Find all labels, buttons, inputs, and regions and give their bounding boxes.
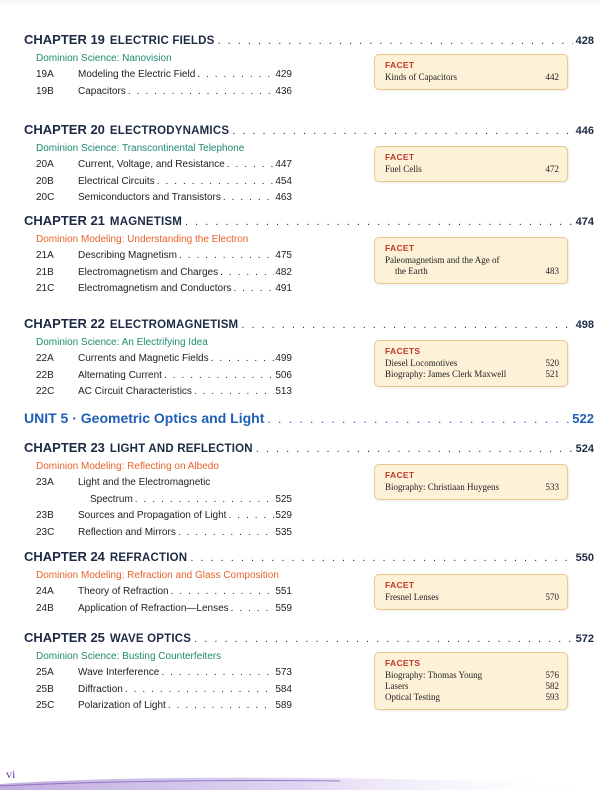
section-page: 584 xyxy=(275,683,292,695)
facet-item[interactable] xyxy=(385,358,559,369)
chapter-name: REFRACTION xyxy=(109,552,188,564)
chapter-page: 428 xyxy=(575,35,594,47)
facet-page: 593 xyxy=(545,692,559,702)
section-code: 23B xyxy=(36,510,54,521)
section-label: Modeling the Electric Field xyxy=(78,69,196,80)
facet-text: Biography: James Clerk Maxwell xyxy=(385,369,507,379)
section-row[interactable] xyxy=(36,665,292,682)
section-label: Semiconductors and Transistors xyxy=(78,192,221,203)
dominion-feature[interactable]: Dominion Science: An Electrifying Idea xyxy=(36,337,208,348)
facet-text: Optical Testing xyxy=(385,692,440,702)
section-code: 21B xyxy=(36,266,54,278)
section-label-line2: Spectrum xyxy=(90,493,133,505)
leader-dots xyxy=(227,157,275,174)
leader-dots xyxy=(231,601,275,618)
section-code: 20C xyxy=(36,192,55,203)
section-label: Electromagnetism and Conductors xyxy=(78,283,232,294)
leader-dots xyxy=(185,216,573,228)
section-list xyxy=(36,475,292,541)
facet-page: 520 xyxy=(545,358,559,368)
top-shadow xyxy=(0,0,600,6)
section-row[interactable] xyxy=(36,281,292,298)
chapter-name: MAGNETISM xyxy=(109,216,182,228)
dominion-feature[interactable]: Dominion Science: Transcontinental Telephone xyxy=(36,143,245,154)
facet-page: 576 xyxy=(545,670,559,680)
chapter-page: 498 xyxy=(575,319,594,331)
section-label: Currents and Magnetic Fields xyxy=(78,353,209,364)
section-page: 463 xyxy=(275,192,292,203)
section-page: 513 xyxy=(275,386,292,397)
chapter-heading[interactable] xyxy=(24,32,594,47)
section-label: Application of Refraction—Lenses xyxy=(78,602,229,614)
facet-box xyxy=(374,652,568,710)
section-row[interactable] xyxy=(36,157,292,174)
chapter-number: CHAPTER 20 xyxy=(24,122,105,137)
section-label: Sources and Propagation of Light xyxy=(78,510,227,521)
facet-title: FACETS xyxy=(385,658,421,668)
section-row[interactable] xyxy=(36,265,292,282)
section-row[interactable] xyxy=(36,601,292,618)
section-list xyxy=(36,67,292,100)
leader-dots xyxy=(178,525,275,542)
section-code: 25B xyxy=(36,683,54,695)
page-number: vi xyxy=(6,767,16,781)
chapter-heading[interactable] xyxy=(24,122,594,137)
leader-dots xyxy=(135,492,275,509)
section-page: 589 xyxy=(275,700,292,711)
section-code: 24A xyxy=(36,586,54,597)
section-row[interactable] xyxy=(36,698,292,715)
chapter-name: ELECTRODYNAMICS xyxy=(109,125,230,137)
section-row[interactable] xyxy=(36,351,292,368)
section-page: 525 xyxy=(275,493,292,505)
section-page: 454 xyxy=(275,175,292,187)
chapter-page: 572 xyxy=(575,633,594,645)
chapter-number: CHAPTER 24 xyxy=(24,549,105,564)
section-page: 482 xyxy=(275,266,292,278)
section-code: 23C xyxy=(36,526,55,538)
dominion-feature[interactable]: Dominion Science: Busting Counterfeiters xyxy=(36,651,222,662)
section-page: 559 xyxy=(275,602,292,614)
section-page: 573 xyxy=(275,667,292,678)
section-page: 429 xyxy=(275,69,292,80)
facet-title: FACET xyxy=(385,243,415,253)
section-label: Alternating Current xyxy=(78,369,162,381)
facet-item[interactable] xyxy=(385,369,559,380)
facet-item[interactable] xyxy=(385,255,559,277)
section-page: 475 xyxy=(275,250,292,261)
section-row[interactable] xyxy=(36,248,292,265)
chapter-heading[interactable] xyxy=(24,549,594,564)
chapter-number: CHAPTER 21 xyxy=(24,213,105,228)
section-code: 20A xyxy=(36,159,54,170)
unit-page: 522 xyxy=(572,411,594,426)
section-code: 19B xyxy=(36,85,54,97)
chapter-page: 474 xyxy=(575,216,594,228)
section-page: 506 xyxy=(275,369,292,381)
chapter-name: ELECTROMAGNETISM xyxy=(109,319,239,331)
section-row[interactable] xyxy=(36,525,292,542)
section-page: 436 xyxy=(275,85,292,97)
facet-title: FACET xyxy=(385,580,415,590)
section-row[interactable] xyxy=(36,682,292,699)
section-code: 22B xyxy=(36,369,54,381)
chapter-page: 446 xyxy=(575,125,594,137)
footer-swoosh xyxy=(0,770,600,790)
leader-dots xyxy=(233,281,274,298)
section-code: 25C xyxy=(36,700,55,711)
section-code: 21A xyxy=(36,250,54,261)
section-label: Light and the Electromagnetic xyxy=(78,477,211,488)
facet-title: FACET xyxy=(385,152,415,162)
section-label: Reflection and Mirrors xyxy=(78,526,176,538)
facet-page: 442 xyxy=(545,72,559,82)
facet-box xyxy=(374,54,568,90)
leader-dots xyxy=(241,319,572,331)
facet-item[interactable] xyxy=(385,164,559,175)
facet-title: FACETS xyxy=(385,346,421,356)
section-row[interactable] xyxy=(36,174,292,191)
section-row[interactable] xyxy=(36,384,292,401)
chapter-page: 550 xyxy=(575,552,594,564)
section-row[interactable] xyxy=(36,84,292,101)
section-page: 499 xyxy=(275,353,292,364)
dominion-feature[interactable]: Dominion Modeling: Reflecting on Albedo xyxy=(36,461,219,472)
leader-dots xyxy=(161,665,274,682)
facet-item[interactable] xyxy=(385,72,559,83)
chapter-number: CHAPTER 19 xyxy=(24,32,105,47)
facet-page: 582 xyxy=(545,681,559,691)
unit-title: UNIT 5 · Geometric Optics and Light xyxy=(24,410,265,426)
leader-dots xyxy=(228,508,274,525)
section-page: 447 xyxy=(275,159,292,170)
dominion-feature[interactable]: Dominion Modeling: Refraction and Glass Composition xyxy=(36,570,279,581)
leader-dots xyxy=(190,552,572,564)
chapter-heading[interactable] xyxy=(24,316,594,331)
chapter-name: ELECTRIC FIELDS xyxy=(109,35,215,47)
facet-box xyxy=(374,464,568,500)
facet-text: Lasers xyxy=(385,681,409,691)
facet-text: Biography: Christiaan Huygens xyxy=(385,482,499,492)
facet-box xyxy=(374,340,568,387)
facet-page: 483 xyxy=(545,266,559,276)
section-label: AC Circuit Characteristics xyxy=(78,386,192,397)
section-label: Wave Interference xyxy=(78,667,160,678)
chapter-heading[interactable] xyxy=(24,630,594,645)
section-list xyxy=(36,665,292,715)
facet-box xyxy=(374,146,568,182)
facet-item[interactable] xyxy=(385,681,559,692)
chapter-name: WAVE OPTICS xyxy=(109,633,192,645)
section-label: Theory of Refraction xyxy=(78,586,169,597)
leader-dots xyxy=(256,443,573,455)
section-label: Electromagnetism and Charges xyxy=(78,266,219,278)
section-code: 25A xyxy=(36,667,54,678)
facet-item[interactable] xyxy=(385,482,559,493)
section-row[interactable] xyxy=(36,584,292,601)
facet-item[interactable] xyxy=(385,670,559,681)
leader-dots xyxy=(218,35,573,47)
section-label: Diffraction xyxy=(78,683,123,695)
leader-dots xyxy=(194,384,274,401)
section-label: Capacitors xyxy=(78,85,126,97)
leader-dots xyxy=(267,412,569,426)
facet-box xyxy=(374,574,568,610)
facet-text: Paleomagnetism and the Age of xyxy=(385,255,500,265)
chapter-name: LIGHT AND REFLECTION xyxy=(109,443,253,455)
facet-title: FACET xyxy=(385,60,415,70)
leader-dots xyxy=(194,633,573,645)
section-row-continued[interactable] xyxy=(36,492,292,509)
facet-page: 472 xyxy=(545,164,559,174)
leader-dots xyxy=(232,125,572,137)
section-page: 529 xyxy=(275,510,292,521)
leader-dots xyxy=(220,265,274,282)
chapter-heading[interactable] xyxy=(24,440,594,455)
section-page: 535 xyxy=(275,526,292,538)
leader-dots xyxy=(211,351,275,368)
section-code: 23A xyxy=(36,477,54,488)
section-code: 21C xyxy=(36,283,55,294)
section-list xyxy=(36,351,292,401)
chapter-number: CHAPTER 23 xyxy=(24,440,105,455)
facet-page: 533 xyxy=(545,482,559,492)
section-row[interactable] xyxy=(36,475,292,492)
facet-text: Fresnel Lenses xyxy=(385,592,439,602)
facet-page: 570 xyxy=(545,592,559,602)
chapter-number: CHAPTER 25 xyxy=(24,630,105,645)
leader-dots xyxy=(128,84,275,101)
section-label: Polarization of Light xyxy=(78,700,166,711)
leader-dots xyxy=(223,190,274,207)
section-row[interactable] xyxy=(36,508,292,525)
chapter-number: CHAPTER 22 xyxy=(24,316,105,331)
facet-item[interactable] xyxy=(385,592,559,603)
section-list xyxy=(36,157,292,207)
section-code: 22C xyxy=(36,386,55,397)
section-page: 551 xyxy=(275,586,292,597)
facet-item[interactable] xyxy=(385,692,559,703)
section-code: 19A xyxy=(36,69,54,80)
section-row[interactable] xyxy=(36,67,292,84)
facet-title: FACET xyxy=(385,470,415,480)
chapter-heading[interactable] xyxy=(24,213,594,228)
facet-text: Kinds of Capacitors xyxy=(385,72,457,82)
leader-dots xyxy=(168,698,274,715)
chapter-page: 524 xyxy=(575,443,594,455)
facet-text: Fuel Cells xyxy=(385,164,422,174)
facet-box xyxy=(374,237,568,284)
leader-dots xyxy=(171,584,275,601)
dominion-feature[interactable]: Dominion Science: Nanovision xyxy=(36,53,172,64)
section-list xyxy=(36,248,292,298)
section-row[interactable] xyxy=(36,368,292,385)
facet-text: Diesel Locomotives xyxy=(385,358,458,368)
leader-dots xyxy=(197,67,274,84)
section-label: Describing Magnetism xyxy=(78,250,177,261)
section-label: Current, Voltage, and Resistance xyxy=(78,159,225,170)
facet-text-line2: the Earth xyxy=(395,266,428,276)
leader-dots xyxy=(164,368,274,385)
section-code: 24B xyxy=(36,602,54,614)
section-label: Electrical Circuits xyxy=(78,175,155,187)
leader-dots xyxy=(157,174,275,191)
facet-text: Biography: Thomas Young xyxy=(385,670,483,680)
leader-dots xyxy=(179,248,274,265)
section-row[interactable] xyxy=(36,190,292,207)
section-list xyxy=(36,584,292,617)
dominion-feature[interactable]: Dominion Modeling: Understanding the Electron xyxy=(36,234,249,245)
leader-dots xyxy=(125,682,274,699)
section-code: 20B xyxy=(36,175,54,187)
section-page: 491 xyxy=(275,283,292,294)
facet-page: 521 xyxy=(545,369,559,379)
section-code: 22A xyxy=(36,353,54,364)
unit-heading[interactable] xyxy=(24,410,594,426)
